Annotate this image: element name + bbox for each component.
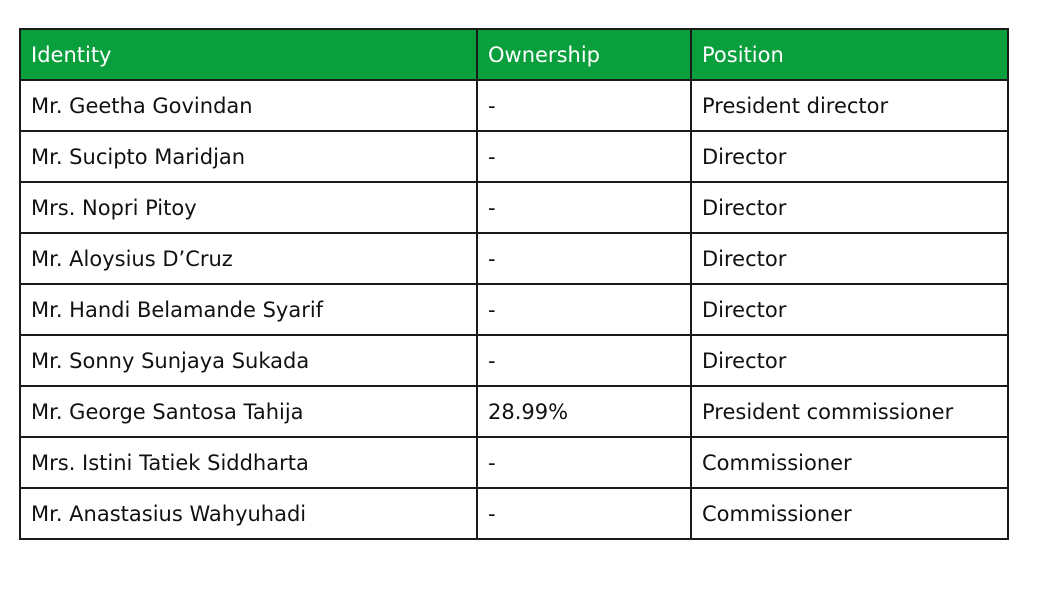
table-row bbox=[20, 182, 1008, 233]
identity-cell: Mrs. Istini Tatiek Siddharta bbox=[20, 437, 477, 488]
position-cell: Director bbox=[691, 284, 1008, 335]
identity-cell: Mr. Handi Belamande Syarif bbox=[20, 284, 477, 335]
ownership-cell: - bbox=[477, 131, 691, 182]
header-ownership: Ownership bbox=[477, 29, 691, 80]
identity-cell: Mr. Anastasius Wahyuhadi bbox=[20, 488, 477, 539]
identity-cell: Mrs. Nopri Pitoy bbox=[20, 182, 477, 233]
table-row bbox=[20, 437, 1008, 488]
ownership-cell: - bbox=[477, 80, 691, 131]
position-cell: Director bbox=[691, 233, 1008, 284]
ownership-cell: 28.99% bbox=[477, 386, 691, 437]
identity-cell: Mr. Sonny Sunjaya Sukada bbox=[20, 335, 477, 386]
position-cell: Director bbox=[691, 335, 1008, 386]
table-row bbox=[20, 233, 1008, 284]
header-row bbox=[20, 29, 1008, 80]
position-cell: Commissioner bbox=[691, 488, 1008, 539]
ownership-cell: - bbox=[477, 437, 691, 488]
header-identity: Identity bbox=[20, 29, 477, 80]
identity-cell: Mr. Aloysius D’Cruz bbox=[20, 233, 477, 284]
table-row bbox=[20, 80, 1008, 131]
identity-cell: Mr. Sucipto Maridjan bbox=[20, 131, 477, 182]
position-cell: President director bbox=[691, 80, 1008, 131]
table-row bbox=[20, 386, 1008, 437]
ownership-table bbox=[19, 28, 1009, 540]
table-row bbox=[20, 335, 1008, 386]
position-cell: Director bbox=[691, 131, 1008, 182]
ownership-cell: - bbox=[477, 182, 691, 233]
position-cell: President commissioner bbox=[691, 386, 1008, 437]
position-cell: Director bbox=[691, 182, 1008, 233]
table-row bbox=[20, 284, 1008, 335]
ownership-cell: - bbox=[477, 284, 691, 335]
ownership-cell: - bbox=[477, 488, 691, 539]
table-row bbox=[20, 488, 1008, 539]
header-position: Position bbox=[691, 29, 1008, 80]
identity-cell: Mr. George Santosa Tahija bbox=[20, 386, 477, 437]
table-header bbox=[20, 29, 1008, 80]
position-cell: Commissioner bbox=[691, 437, 1008, 488]
table-row bbox=[20, 131, 1008, 182]
identity-cell: Mr. Geetha Govindan bbox=[20, 80, 477, 131]
ownership-cell: - bbox=[477, 233, 691, 284]
table-body bbox=[20, 80, 1008, 539]
ownership-cell: - bbox=[477, 335, 691, 386]
